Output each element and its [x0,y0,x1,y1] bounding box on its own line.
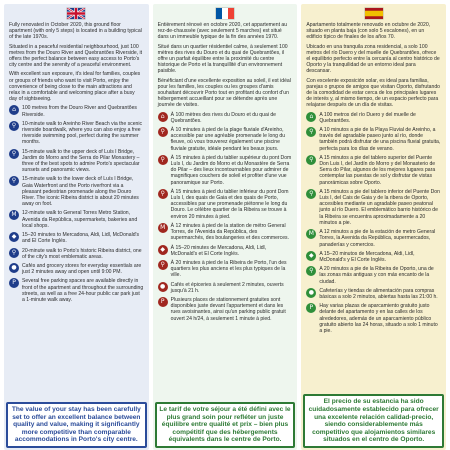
item-text: A 12 minutos a pie de la estación de metro General Torres, la Avenida da República, supermercados, panaderías y comercios. [319,229,436,248]
house-icon: ⌂ [9,105,19,115]
list-item [306,288,441,300]
item-text: 12-minute walk to General Torres Metro Station, Avenida da República, supermarkets, bakeries and local shops. [22,210,138,229]
column-french [153,4,298,450]
metro-icon: M [306,229,316,239]
intro-paragraph: Con excelente exposición solar, es ideal para familias, parejas o grupos de amigos que visitan Oporto, disfrutando de la comodidad de estar cerca de los principales lugares de interés y, al mismo tiempo, de un espacio perfecto para relajarse después de un día de visitas. [306,77,440,109]
item-text: À 15 minutes à pied du tablier inférieur du pont Dom Luís I, des quais de Gaia et des quais de Porto, accessibles par une promenade piétonne le long du Douro. Le célèbre quartier de la Ribeira se trouve à environ 20 minutes à pied. [170,188,289,220]
item-text: 15-minute walk to the upper deck of Luís I Bridge, Jardim do Morro and the Serra do Pilar Monastery – three of the best spots to admire Porto's spectacular sunsets and panoramic views. [22,148,140,174]
uk-flag-icon [67,8,85,19]
house-icon: ⌂ [158,112,168,122]
item-text: À 15–20 minutes de Mercadona, Aldi, Lidl, McDonald's et El Corte Inglés. [170,244,267,257]
walk-icon: ⚲ [9,149,19,159]
item-text: 15–20 minutes to Mercadona, Aldi, Lidl, McDonald's and El Corte Inglés. [22,232,140,245]
list-item [9,263,144,275]
item-text: A 15 minutos a pie del tablero inferior del Puente Don Luis I, del Cais de Gaia y de la ribera de Oporto, accesibles mediante un agradable paseo peatonal junto al río Duero. El emblemático barrio histórico de la Ribeira se encuentra aproximadamente a 20 minutos a pie. [319,188,440,226]
column-spanish [301,4,446,450]
car-icon: ◆ [306,251,316,261]
item-text: 100 metres from the Douro River and Quebrantões Riverside. [22,105,137,118]
column-english [4,4,149,450]
list-item [306,266,441,285]
parking-icon: P [9,278,19,288]
list-item [158,189,293,220]
item-text: À 100 mètres des rives du Douro et du quai de Quebrantões. [170,111,277,124]
cafe-icon: ● [9,263,19,273]
item-text: À 12 minutes à pied de la station de métro General Torres, de l'Avenida da República, des supermarchés, des boulangeries et des commerces. [170,222,290,242]
walk-icon: ⚲ [9,121,19,131]
walk-icon: ⚲ [9,176,19,186]
metro-icon: M [9,210,19,220]
item-text: 15-minute walk to the lower deck of Luís I Bridge, Gaia Waterfront and the Porto riverfront via a pleasant pedestrian promenade along the Douro River. The iconic Ribeira district is about 20 minutes away on foot. [22,176,139,208]
item-text: Hay varias plazas de aparcamiento gratuito justo delante del apartamento y en las calles de los alrededores, además de un aparcamiento público gratuito abierto las 24 horas, situado a solo 1 minuto a pie. [319,303,438,334]
list-item [9,105,144,117]
walk-icon: ⚲ [158,127,168,137]
list-item [158,260,293,279]
car-icon: ◆ [9,232,19,242]
walk-icon: ⚲ [306,127,316,137]
item-text: Several free parking spaces are available directly in front of the apartment and throughout the surrounding streets, as well as a free 24-hour public car park just a 1-minute walk away. [22,278,144,303]
list-item [158,112,293,124]
item-text: A 15–20 minutos de Mercadona, Aldi, Lidl, McDonald's y El Corte Inglés. [319,250,415,263]
item-text: Cafés et épiceries à seulement 2 minutes, ouverts jusqu'à 21 h. [170,281,284,294]
list-item [158,223,293,242]
list-item [158,282,293,294]
item-text: A 20 minutos a pie de la Ribeira de Oporto, una de las zonas más antiguas y con más encanto de la ciudad. [319,266,434,285]
list-item [158,245,293,257]
list-item [9,232,144,244]
intro-paragraph: Bénéficiant d'une excellente exposition au soleil, il est idéal pour les familles, les couples ou les groupes d'amis souhaitant découvrir Porto tout en profitant du confort d'un hébergement accueillant pour se détendre après une journée de visites. [157,77,291,109]
value-callout: The value of your stay has been carefully set to offer an excellent balance between quality and value, making it significantly more competitive than comparable accommodations in Porto's city centre. [6,402,147,448]
intro-paragraph: Apartamento totalmente renovado en octubre de 2020, situado en planta baja (con solo 5 escalones), en un edificio típico de finales de los años 70. [306,22,431,41]
item-text: Plusieurs places de stationnement gratuites sont disponibles juste devant l'appartement et dans les rues avoisinantes, ainsi qu'un parking public gratuit ouvert 24 h/24, à seulement 1 minute à pied. [170,296,286,322]
walk-icon: ⚲ [306,266,316,276]
item-text: Cafés and grocery stores for everyday essentials are just 2 minutes away and open until 9:00 PM. [22,262,142,276]
intro-paragraph: Ubicado en una tranquila zona residencial, a solo 100 metros del río Duero y del muelle de Quebrantões, ofrece el equilibrio perfecto entre la cercanía al centro histórico de Oporto y la tranquilidad de un entorno ideal para descansar. [306,43,440,75]
car-icon: ◆ [158,245,168,255]
france-flag-icon [216,8,234,19]
list-item [158,297,293,322]
walk-icon: ⚲ [158,189,168,199]
walk-icon: ⚲ [158,260,168,270]
item-text: À 20 minutes à pied de la Ribeira de Porto, l'un des quartiers les plus anciens et les plus typiques de la ville. [170,259,287,279]
parking-icon: P [306,303,316,313]
value-callout: El precio de su estancia ha sido cuidadosamente establecido para ofrecer una excelente relación calidad-precio, siendo considerablemente más competitivo que alojamientos similares situados en el centro de Oporto. [303,394,444,448]
item-text: À 15 minutes à pied du tablier supérieur du pont Dom Luís I, du Jardim do Morro et du Monastère de Serra do Pilar – des lieux incontournables pour admirer de magnifiques couchers de soleil et profiter d'une vue panoramique sur Porto. [170,154,292,186]
parking-icon: P [158,297,168,307]
list-item [306,229,441,248]
intro-paragraph: Situated in a peaceful residential neighbourhood, just 100 metres from the Douro River and Quebrantões Riverside, it offers the perfect balance between easy access to Porto's city centre and the serenity of a peaceful environment. [9,43,143,69]
item-text: A 10 minutos a pie de la Playa Fluvial de Areinho, a través del agradable paseo junto al río, donde también podrá disfrutar de una piscina fluvial gratuita, perfecta para los días de verano. [319,127,441,152]
intro-paragraph: Fully renovated in October 2020, this ground floor apartment (with only 5 steps) is located in a building typical of the late 1970s. [9,22,142,41]
item-text: 20-minute walk to Porto's historic Ribeira district, one of the city's most emblematic areas. [22,247,142,260]
list-item [306,127,441,152]
list-item [9,176,144,207]
item-text: 10-minute walk to Areinho River Beach via the scenic riverside boardwalk, where you can also enjoy a free riverside swimming pool, perfect during the summer months. [22,120,143,146]
list-item [9,278,144,303]
list-item [9,248,144,260]
metro-icon: M [158,223,168,233]
walk-icon: ⚲ [9,248,19,258]
list-item [306,303,441,334]
list-item [9,121,144,146]
intro-paragraph: Situé dans un quartier résidentiel calme, à seulement 100 mètres des rives du Douro et du quai de Quebrantões, il offre un parfait équilibre entre la proximité du centre historique de Porto et la tranquillité d'un environnement paisible. [157,43,288,75]
item-text: Cafeterías y tiendas de alimentación para compras básicas a solo 2 minutos, abiertas hasta las 21:00 h. [319,287,438,300]
item-text: A 100 metros del río Duero y del muelle de Quebrantões. [319,111,416,124]
list-item [306,189,441,226]
list-item [9,210,144,229]
value-callout: Le tarif de votre séjour a été défini avec le plus grand soin pour refléter un juste équilibre entre qualité et prix – bien plus compétitif que des hébergements équivalents dans le centre de Porto. [155,402,296,448]
house-icon: ⌂ [306,112,316,122]
walk-icon: ⚲ [158,155,168,165]
item-text: À 10 minutes à pied de la plage fluviale d'Areinho, accessible par une agréable promenade le long du fleuve, où vous trouverez également une piscine fluviale gratuite, idéale pendant les beaux jours. [170,127,286,152]
list-item [9,149,144,174]
list-item [158,127,293,152]
walk-icon: ⚲ [306,189,316,199]
list-item [306,155,441,186]
intro-paragraph: Entièrement rénové en octobre 2020, cet appartement au rez-de-chaussée (avec seulement 5 marches) est situé dans un immeuble typique de la fin des années 1970. [157,22,288,41]
intro-paragraph: With excellent sun exposure, it's ideal for families, couples or groups of friends who want to visit Porto, enjoy the convenience of being close to the main attractions and relax in a comfortable and welcoming place after a busy day of sightseeing. [9,71,141,103]
list-item [306,251,441,263]
cafe-icon: ● [158,282,168,292]
walk-icon: ⚲ [306,155,316,165]
cafe-icon: ● [306,288,316,298]
spain-flag-icon [365,8,383,19]
item-text: A 15 minutos a pie del tablero superior del Puente Don Luis I, del Jardín do Morro y del Monasterio de Serra do Pilar, algunos de los mejores lugares para contemplar las puestas de sol y disfrutar de vistas panorámicas sobre Oporto. [319,154,436,186]
list-item [306,112,441,124]
list-item [158,155,293,186]
